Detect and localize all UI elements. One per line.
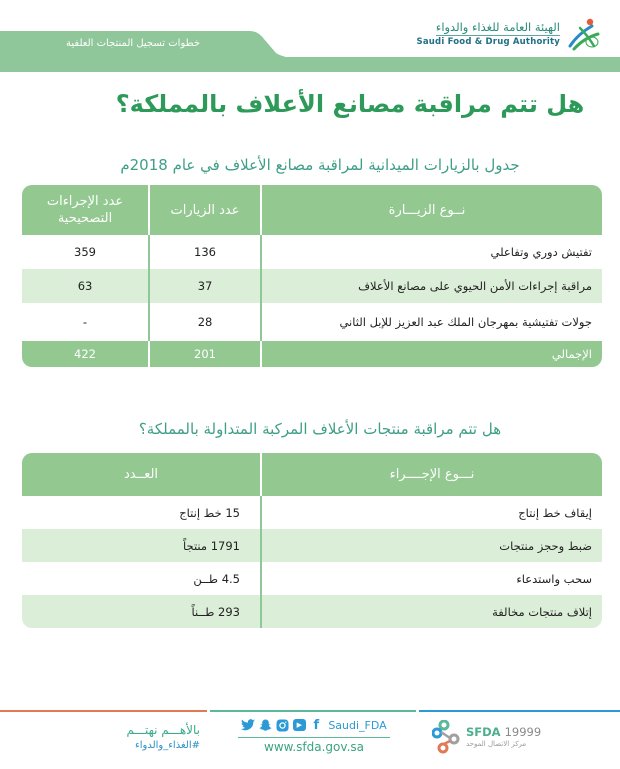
contact-brand: SFDA [466,725,501,739]
visit-type: مراقبة إجراءات الأمن الحيوي على مصانع الأعلاف [262,269,602,303]
table-row [22,496,602,529]
visit-type: تفتيش دوري وتفاعلي [490,245,592,259]
action-count: 1791 منتجاً [22,529,262,562]
twitter-icon[interactable] [241,718,255,732]
header-action-type: نـــوع الإجــــراء [262,453,602,496]
visits-count: 37 [150,269,262,303]
slogan-text: بالأهـــم نهتـــم [126,723,200,737]
website-link[interactable]: www.sfda.gov.sa [264,740,364,754]
contact-center-icon [432,720,460,754]
footer-slogan [60,722,200,753]
sfda-logo [417,12,602,56]
social-handle[interactable]: Saudi_FDA [328,718,387,732]
total-label: الإجمالي [262,341,602,367]
table-row [22,529,602,562]
action-type: سحب واستدعاء [516,571,592,586]
header-count: العــدد [22,453,262,496]
hashtag-link[interactable]: #الغذاء_والدواء [135,740,200,751]
action-count: 4.5 طــن [22,562,262,595]
action-type: إيقاف خط إنتاج [518,505,592,520]
footer-divider-green [210,710,416,712]
table-header-row [22,453,602,496]
contact-center [432,720,541,754]
header-band [0,57,620,72]
feed-products-table [22,453,602,628]
contact-number[interactable]: 19999 [504,725,542,739]
logo-arabic-text: الهيئة العامة للغذاء والدواء [435,20,560,34]
table-row [22,269,602,303]
visit-type: جولات تفتيشية بمهرجان الملك عبد العزيز للإبل الثاني [339,315,592,329]
table-row [22,303,602,341]
action-type: ضبط وحجز منتجات [262,529,602,562]
footer-divider-orange [0,710,207,712]
corrective-count: - [22,303,150,341]
table1-caption: جدول بالزيارات الميدانية لمراقبة مصانع الأعلاف في عام 2018م [120,156,520,174]
table-row [22,235,602,269]
action-count: 15 خط إنتاج [22,496,262,529]
table-header-row [22,185,602,235]
contact-label: مركز الاتصال الموحد [466,740,527,748]
header-corrective-actions: عدد الإجراءات التصحيحية [22,185,150,235]
total-visits: 201 [150,341,262,367]
footer-divider-blue [419,710,620,712]
table2-caption: هل تتم مراقبة منتجات الأعلاف المركبة المتداولة بالمملكة؟ [138,420,502,438]
table-total-row [22,341,602,367]
table-row [22,595,602,628]
facebook-icon[interactable]: f [313,717,320,733]
header-section-label: خطوات تسجيل المنتجات العلفية [66,38,200,49]
youtube-icon[interactable]: ▶ [292,718,306,732]
instagram-icon[interactable] [275,718,289,732]
action-type: إتلاف منتجات مخالفة [262,595,602,628]
field-visits-table [22,185,602,367]
header-visit-type: نــوع الزيـــارة [262,185,602,235]
sfda-logo-icon [566,16,602,52]
footer-social-divider [238,737,390,738]
corrective-count: 359 [22,235,150,269]
total-corrective: 422 [22,341,150,367]
table-row [22,562,602,595]
logo-english-text: Saudi Food & Drug Authority [416,37,560,47]
action-count: 293 طــناً [22,595,262,628]
social-links [238,718,390,732]
visits-count: 28 [150,303,262,341]
snapchat-icon[interactable] [258,718,272,732]
visits-count: 136 [150,235,262,269]
corrective-count: 63 [22,269,150,303]
page-title: هل تتم مراقبة مصانع الأعلاف بالمملكة؟ [115,90,585,118]
header-visits-count: عدد الزيارات [150,185,262,235]
